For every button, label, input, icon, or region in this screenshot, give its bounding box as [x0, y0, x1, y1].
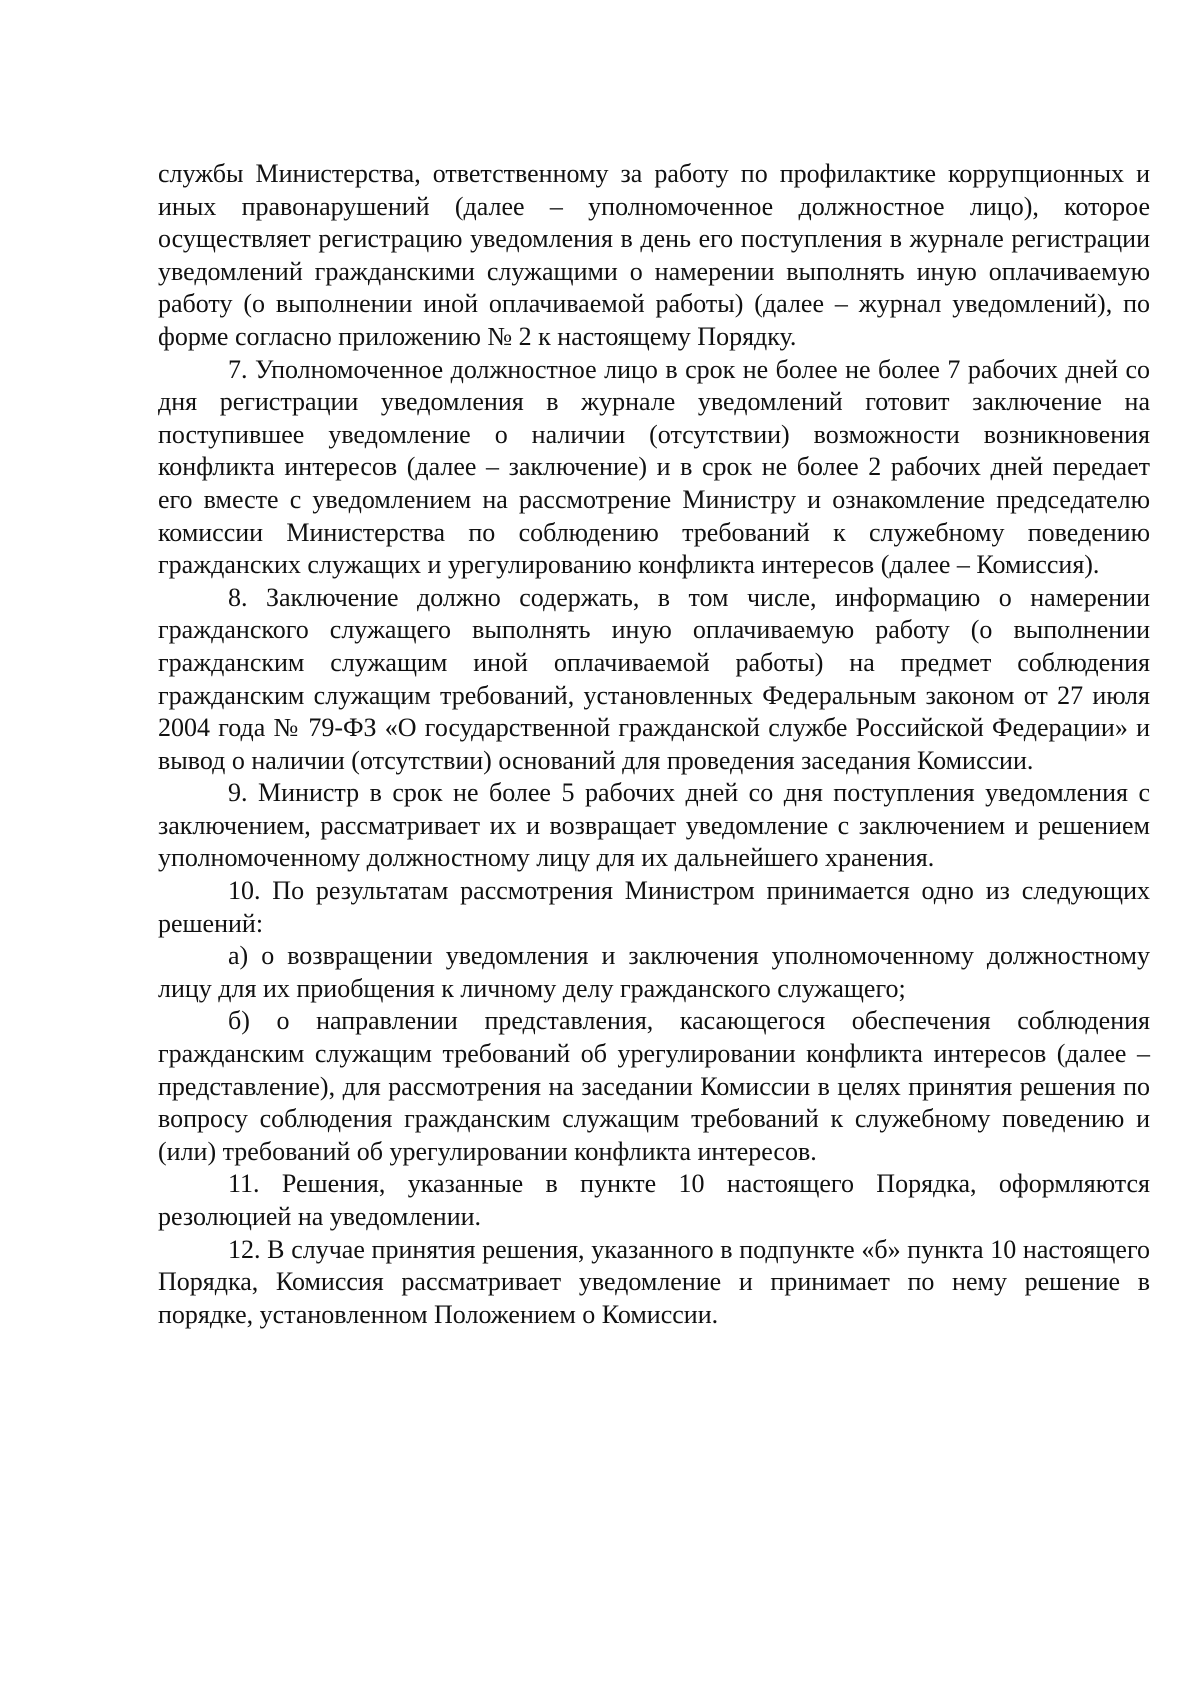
paragraph-item-11: 11. Решения, указанные в пункте 10 настоящего Порядка, оформляются резолюцией на уведомлении.: [158, 1169, 1150, 1231]
paragraph-item-10b: б) о направлении представления, касающегося обеспечения соблюдения гражданским служащим требований об урегулировании конфликта интересов (далее – представление), для рассмотрения на заседании Комиссии в целях принятия решения по вопросу соблюдения гражданским служащим требований к служебному поведению и (или) требований об урегулировании конфликта интересов.: [158, 1006, 1150, 1166]
paragraph-item-10a: а) о возвращении уведомления и заключения уполномоченному должностному лицу для их приобщения к личному делу гражданского служащего;: [158, 941, 1150, 1003]
paragraph-item-8: 8. Заключение должно содержать, в том числе, информацию о намерении гражданского служащего выполнять иную оплачиваемую работу (о выполнении гражданским служащим иной оплачиваемой работы) на предмет соблюдения гражданским служащим требований, установленных Федеральным законом от 27 июля 2004 года № 79-ФЗ «О государственной гражданской службе Российской Федерации» и вывод о наличии (отсутствии) оснований для проведения заседания Комиссии.: [158, 582, 1150, 775]
paragraph-item-10: 10. По результатам рассмотрения Министром принимается одно из следующих решений:: [158, 876, 1150, 938]
paragraph-item-12: 12. В случае принятия решения, указанного в подпункте «б» пункта 10 настоящего Порядка, Комиссия рассматривает уведомление и принимает по нему решение в порядке, установленном Положением о Комиссии.: [158, 1234, 1150, 1329]
paragraph-continuation-6: службы Министерства, ответственному за работу по профилактике коррупционных и иных правонарушений (далее – уполномоченное должностное лицо), которое осуществляет регистрацию уведомления в день его поступления в журнале регистрации уведомлений гражданскими служащими о намерении выполнять иную оплачиваемую работу (о выполнении иной оплачиваемой работы) (далее – журнал уведомлений), по форме согласно приложению № 2 к настоящему Порядку.: [158, 159, 1150, 351]
paragraph-item-9: 9. Министр в срок не более 5 рабочих дней со дня поступления уведомления с заключением, рассматривает их и возвращает уведомление с заключением и решением уполномоченному должностному лицу для их дальнейшего хранения.: [158, 778, 1150, 873]
paragraph-item-7: 7. Уполномоченное должностное лицо в срок не более не более 7 рабочих дней со дня регистрации уведомления в журнале уведомлений готовит заключение на поступившее уведомление о наличии (отсутствии) возможности возникновения конфликта интересов (далее – заключение) и в срок не более 2 рабочих дней передает его вместе с уведомлением на рассмотрение Министру и ознакомление председателю комиссии Министерства по соблюдению требований к служебному поведению гражданских служащих и урегулированию конфликта интересов (далее – Комиссия).: [158, 354, 1150, 580]
document-body: [158, 158, 1150, 1331]
